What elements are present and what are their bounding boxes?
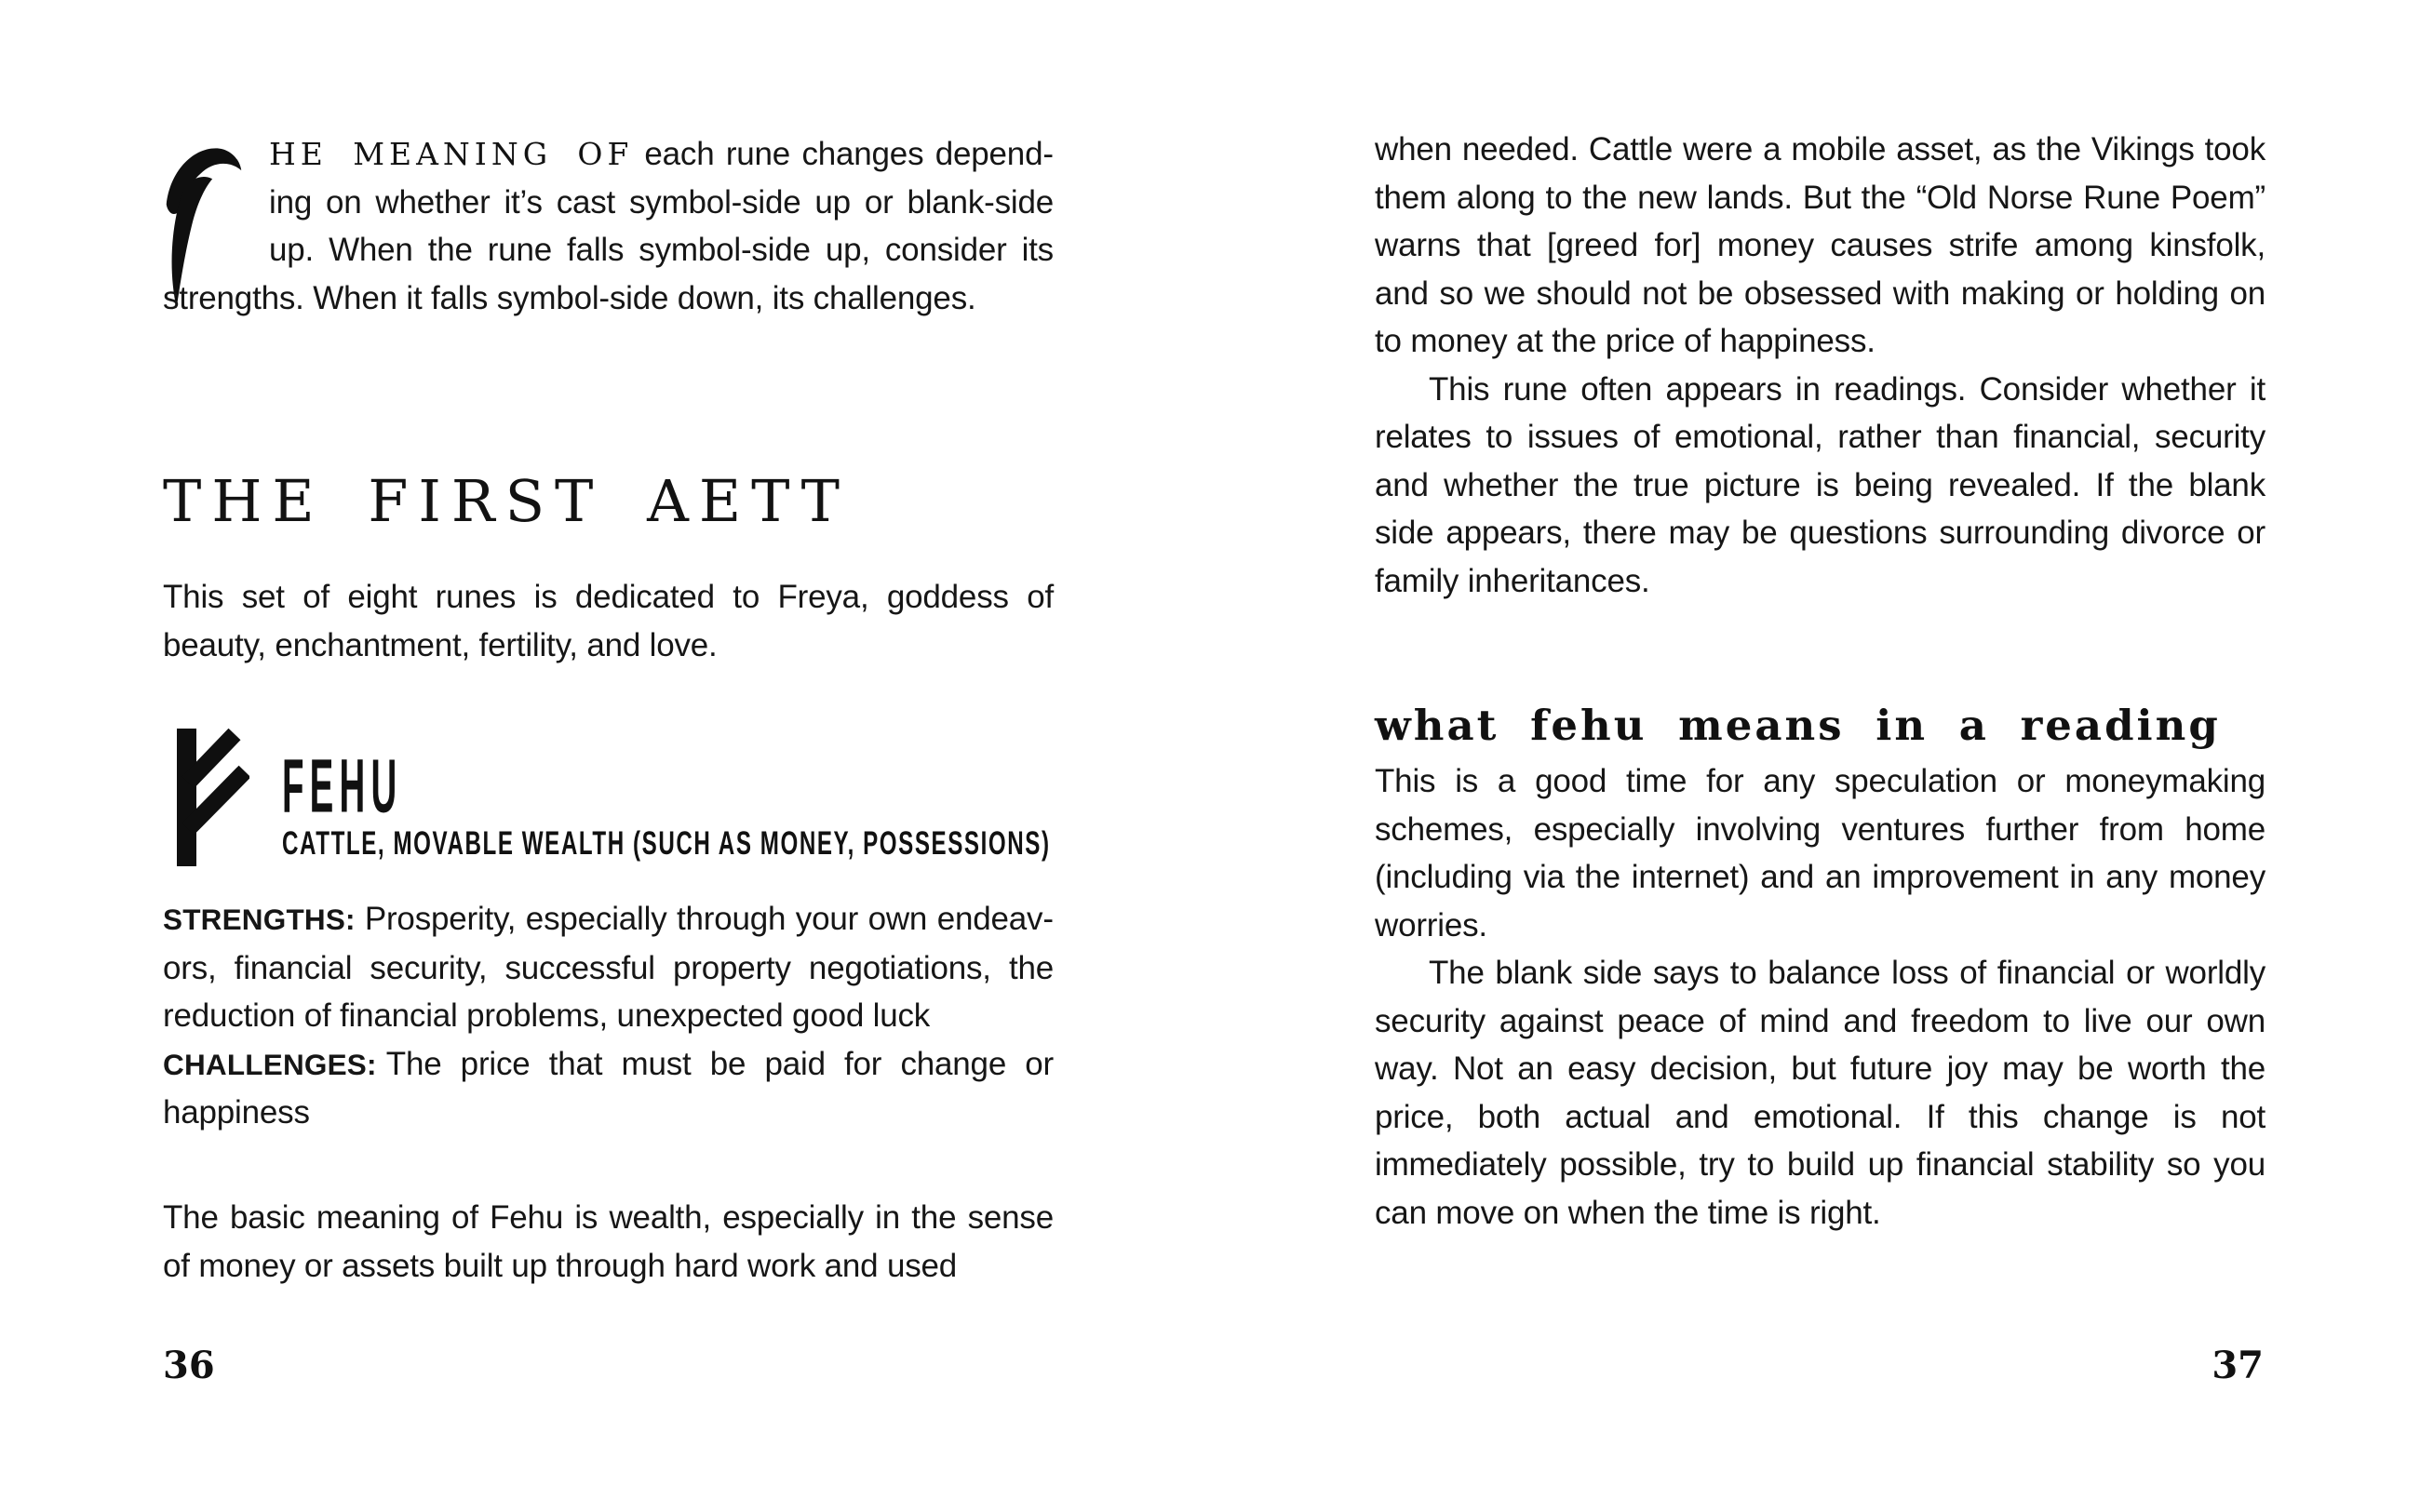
right-top-flow (1375, 126, 2265, 605)
strengths-text: Prosperity, especially through your own endeavors, financial security, successful property negotiations, the reduction of financial problems, unexpected good luck (163, 901, 1054, 1034)
intro-paragraph (163, 130, 1054, 322)
section-title: THE FIRST AETT (163, 467, 851, 535)
paragraph-continuation: when needed. Cattle were a mobile asset, as the Vikings took them along to the new lands. But the “Old Norse Rune Poem” warns that [greed for] money causes strife among kinsfolk, and so we should not be obsessed with making or holding on to money at the price of happiness. (1375, 131, 2265, 359)
challenges-label: CHALLENGES: (163, 1047, 377, 1081)
page-number-left: 36 (163, 1344, 215, 1387)
attributes-block (163, 895, 1054, 1137)
reading-heading: what fehu means in a reading (1375, 701, 2221, 750)
strengths-paragraph (163, 895, 1054, 1040)
body-paragraph: The basic meaning of Fehu is wealth, especially in the sense of money or assets built up through hard work and used (163, 1199, 1054, 1284)
intro-text: each rune changes depending on whether it’s cast symbol-side up or blank-side up. When the rune falls symbol-side up, consider its strengths. When it falls symbol-side down, its challenges. (163, 136, 1054, 316)
paragraph-readings: This rune often appears in readings. Consider whether it relates to issues of emotional, rather than financial, security and whether the true picture is being revealed. If the blank side appears, there may be questions surrounding divorce or family inheritances. (1375, 370, 2265, 599)
challenges-paragraph (163, 1040, 1054, 1137)
challenges-text: The price that must be paid for change or happiness (163, 1045, 1054, 1131)
rune-title-group (282, 743, 1051, 862)
page-number-right: 37 (2212, 1344, 2264, 1387)
strengths-label: STRENGTHS: (163, 903, 356, 936)
right-bottom-flow (1375, 757, 2265, 1237)
rune-header (163, 729, 1054, 877)
rune-name: FEHU (282, 743, 403, 829)
drop-cap-t-icon (163, 130, 269, 270)
rune-subtitle: CATTLE, MOVABLE WEALTH (SUCH AS MONEY, POSSESSIONS) (282, 823, 1051, 862)
section-intro: This set of eight runes is dedicated to Freya, goddess of beauty, enchantment, fertility, and love. (163, 579, 1054, 663)
paragraph-reading-meaning: This is a good time for any speculation or moneymaking schemes, especially involving ventures further from home (including via the internet) and an improvement in any money worries. (1375, 763, 2265, 943)
paragraph-blank-side: The blank side says to balance loss of financial or worldly security against peace of mind and freedom to live our own way. Not an easy decision, but future joy may be worth the price, both actual and emotional. If this change is not immediately possible, try to build up financial stability so you can move on when the time is right. (1375, 955, 2265, 1231)
fehu-rune-icon (177, 729, 249, 871)
lead-small-caps: HE MEANING OF (269, 136, 634, 172)
